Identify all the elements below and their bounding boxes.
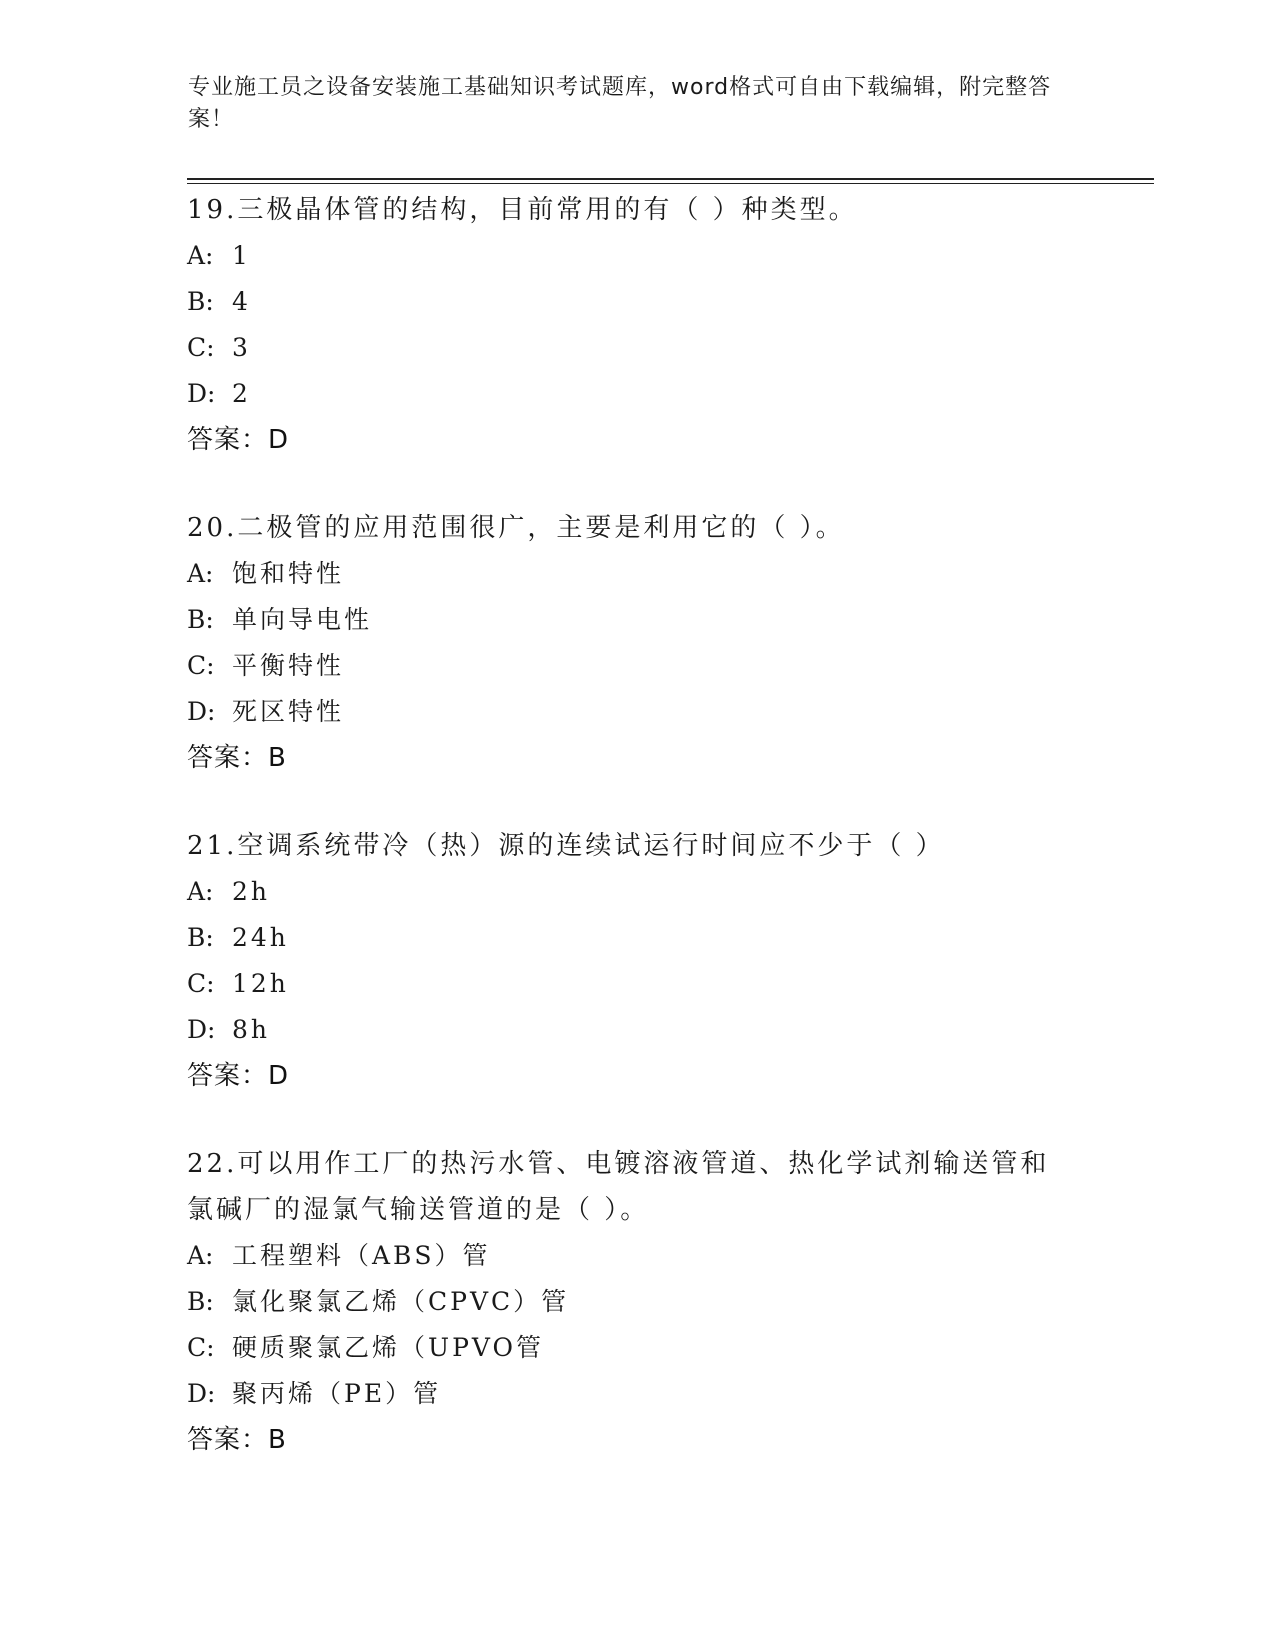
option-text: 12h bbox=[232, 969, 289, 998]
option-text: 1 bbox=[232, 241, 251, 270]
question-text: 22.可以用作工厂的热污水管、电镀溶液管道、热化学试剂输送管和氯碱厂的湿氯气输送管道的是（ ）。 bbox=[187, 1149, 1050, 1225]
option-c bbox=[187, 961, 1087, 1007]
option-letter: B: bbox=[187, 287, 214, 316]
header-rule-thick bbox=[187, 178, 1154, 180]
option-letter: A: bbox=[187, 1241, 214, 1270]
option-a bbox=[187, 233, 1087, 279]
option-text: 死区特性 bbox=[232, 697, 345, 726]
option-letter: A: bbox=[187, 877, 214, 906]
question-21 bbox=[187, 823, 1087, 1099]
option-c bbox=[187, 325, 1087, 371]
option-text: 3 bbox=[232, 333, 251, 362]
option-letter: C: bbox=[187, 651, 215, 680]
option-text: 4 bbox=[232, 287, 251, 316]
answer-line: 答案：D bbox=[187, 425, 290, 455]
option-text: 8h bbox=[232, 1015, 271, 1044]
option-letter: C: bbox=[187, 1333, 215, 1362]
option-text: 平衡特性 bbox=[232, 651, 345, 680]
option-letter: B: bbox=[187, 1287, 214, 1316]
option-text: 氯化聚氯乙烯（CPVC）管 bbox=[232, 1287, 570, 1316]
option-text: 饱和特性 bbox=[232, 559, 345, 588]
option-a bbox=[187, 1233, 1067, 1279]
option-text: 2 bbox=[232, 379, 251, 408]
question-19 bbox=[187, 187, 1087, 463]
option-text: 工程塑料（ABS）管 bbox=[232, 1241, 491, 1270]
option-letter: D: bbox=[187, 1379, 216, 1408]
option-c bbox=[187, 1325, 1067, 1371]
option-text: 硬质聚氯乙烯（UPVO管 bbox=[232, 1333, 545, 1362]
option-d bbox=[187, 689, 1087, 735]
option-b bbox=[187, 597, 1087, 643]
answer-line: 答案：B bbox=[187, 743, 287, 773]
option-b bbox=[187, 279, 1087, 325]
document-header: 专业施工员之设备安装施工基础知识考试题库，word格式可自由下载编辑，附完整答案！ bbox=[188, 75, 1052, 132]
option-d bbox=[187, 1371, 1067, 1417]
option-letter: B: bbox=[187, 923, 214, 952]
question-22 bbox=[187, 1141, 1067, 1463]
answer-line: 答案：B bbox=[187, 1425, 287, 1455]
option-text: 24h bbox=[232, 923, 289, 952]
header-rule-thin bbox=[187, 183, 1154, 184]
option-text: 单向导电性 bbox=[232, 605, 373, 634]
option-letter: D: bbox=[187, 379, 216, 408]
option-text: 2h bbox=[232, 877, 271, 906]
option-letter: D: bbox=[187, 1015, 216, 1044]
option-b bbox=[187, 1279, 1067, 1325]
option-b bbox=[187, 915, 1087, 961]
option-letter: D: bbox=[187, 697, 216, 726]
option-letter: C: bbox=[187, 333, 215, 362]
question-text: 20.二极管的应用范围很广，主要是利用它的（ ）。 bbox=[187, 513, 845, 543]
option-d bbox=[187, 1007, 1087, 1053]
option-letter: C: bbox=[187, 969, 215, 998]
option-letter: B: bbox=[187, 605, 214, 634]
option-letter: A: bbox=[187, 559, 214, 588]
option-letter: A: bbox=[187, 241, 214, 270]
option-d bbox=[187, 371, 1087, 417]
option-a bbox=[187, 551, 1087, 597]
question-text: 19.三极晶体管的结构，目前常用的有（ ）种类型。 bbox=[187, 195, 858, 225]
answer-line: 答案：D bbox=[187, 1061, 290, 1091]
option-c bbox=[187, 643, 1087, 689]
question-text: 21.空调系统带冷（热）源的连续试运行时间应不少于（ ） bbox=[187, 831, 945, 861]
option-text: 聚丙烯（PE）管 bbox=[232, 1379, 442, 1408]
question-20 bbox=[187, 505, 1087, 781]
option-a bbox=[187, 869, 1087, 915]
